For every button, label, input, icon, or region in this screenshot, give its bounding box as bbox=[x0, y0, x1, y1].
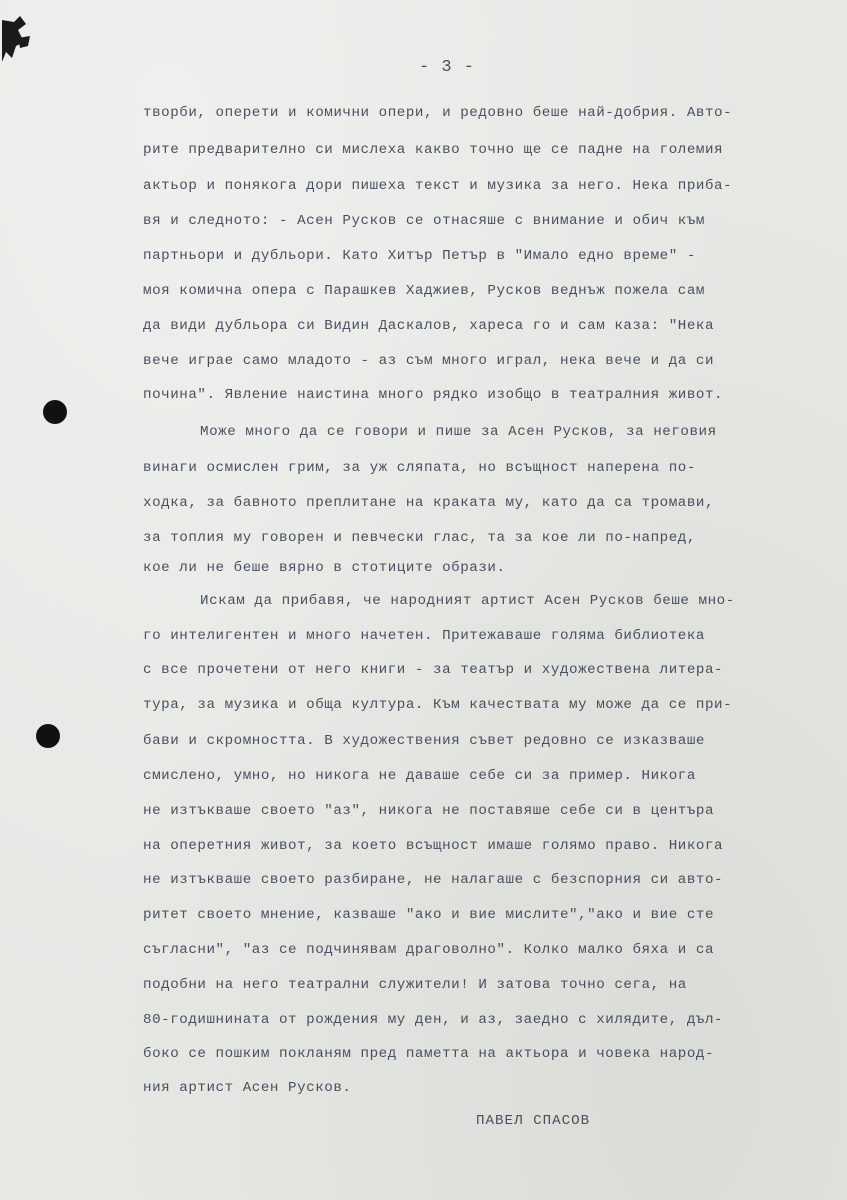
text-line: рите предварително си мислеха какво точно ще се падне на големия bbox=[143, 142, 724, 158]
text-line: актьор и понякога дори пишеха текст и музика за него. Нека приба- bbox=[143, 178, 733, 194]
text-line: партньори и дубльори. Като Хитър Петър в "Имало едно време" - bbox=[143, 248, 696, 264]
text-line: с все прочетени от него книги - за театър и художествена литера- bbox=[143, 662, 724, 678]
text-line: не изтъкваше своето "аз", никога не поставяше себе си в центъра bbox=[143, 803, 715, 819]
text-line: смислено, умно, но никога не даваше себе си за пример. Никога bbox=[143, 768, 696, 784]
text-line: винаги осмислен грим, за уж сляпата, но всъщност наперена по- bbox=[143, 460, 696, 476]
text-line: го интелигентен и много начетен. Притежаваше голяма библиотека bbox=[143, 628, 705, 644]
text-line: ритет своето мнение, казваше "ако и вие мислите","ако и вие сте bbox=[143, 907, 715, 923]
text-line: не изтъкваше своето разбиране, не налагаше с безспорния си авто- bbox=[143, 872, 724, 888]
text-line: съгласни", "аз се подчинявам драговолно". Колко малко бяха и са bbox=[143, 942, 715, 958]
text-line: на оперетния живот, за което всъщност имаше голямо право. Никога bbox=[143, 838, 724, 854]
text-line: ния артист Асен Русков. bbox=[143, 1080, 352, 1096]
text-line: моя комична опера с Парашкев Хаджиев, Русков веднъж пожела сам bbox=[143, 283, 705, 299]
text-line: Искам да прибавя, че народният артист Асен Русков беше мно- bbox=[200, 593, 735, 609]
text-line: вече играе само младото - аз съм много играл, нека вече и да си bbox=[143, 353, 715, 369]
text-line: бави и скромността. В художествения съвет редовно се изказваше bbox=[143, 733, 705, 749]
text-line: творби, оперети и комични опери, и редовно беше най-добрия. Авто- bbox=[143, 105, 733, 121]
text-line: за топлия му говорен и певчески глас, та за кое ли по-напред, bbox=[143, 530, 696, 546]
text-line: кое ли не беше вярно в стотиците образи. bbox=[143, 560, 506, 576]
ink-blot-mark bbox=[0, 12, 32, 72]
text-line: подобни на него театрални служители! И затова точно сега, на bbox=[143, 977, 687, 993]
text-line: вя и следното: - Асен Русков се отнасяше с внимание и обич към bbox=[143, 213, 705, 229]
text-line: 80-годишнината от рождения му ден, и аз, заедно с хилядите, дъл- bbox=[143, 1012, 724, 1028]
page-number: - 3 - bbox=[419, 58, 476, 77]
text-line: да види дубльора си Видин Даскалов, хареса го и сам каза: "Нека bbox=[143, 318, 715, 334]
punch-hole-top bbox=[43, 400, 67, 424]
author-signature: ПАВЕЛ СПАСОВ bbox=[476, 1113, 591, 1129]
text-line: почина". Явление наистина много рядко изобщо в театралния живот. bbox=[143, 387, 724, 403]
text-line: ходка, за бавното преплитане на краката му, като да са тромави, bbox=[143, 495, 715, 511]
punch-hole-bottom bbox=[36, 724, 60, 748]
text-line: боко се пошким покланям пред паметта на актьора и човека народ- bbox=[143, 1046, 715, 1062]
text-line: Може много да се говори и пише за Асен Русков, за неговия bbox=[200, 424, 717, 440]
text-line: тура, за музика и обща култура. Към качествата му може да се при- bbox=[143, 697, 733, 713]
